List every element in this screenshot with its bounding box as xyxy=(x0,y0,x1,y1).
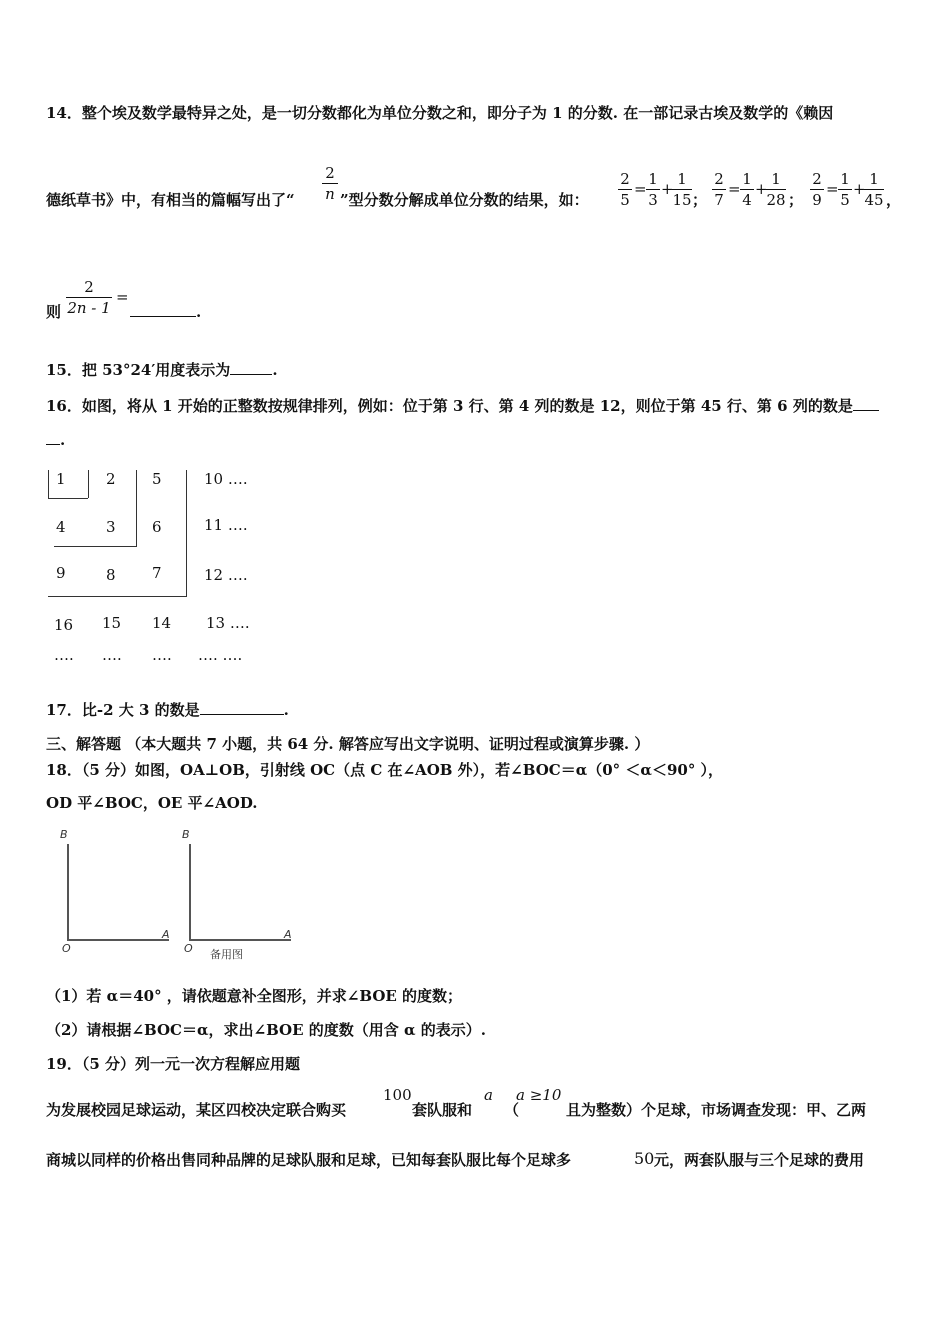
label-b: B xyxy=(182,828,190,841)
section-3-heading: 三、解答题 （本大题共 7 小题，共 64 分. 解答应写出文字说明、证明过程或演算步骤. ） xyxy=(46,735,650,753)
grid-r3-c1: 9 xyxy=(56,564,66,582)
q14-line2-b: ”型分数分解成单位分数的结果，如： xyxy=(340,191,589,209)
fraction-2-over-n: 2 n xyxy=(322,164,338,203)
number-50: 50 xyxy=(634,1149,655,1168)
ex3-frac-b: 1 5 xyxy=(838,170,852,209)
ex1-sep: ； xyxy=(692,191,708,209)
grid-r2-c3: 6 xyxy=(152,518,162,536)
q14-line3-then: 则 xyxy=(46,303,62,321)
ex1-frac-b: 1 3 xyxy=(646,170,660,209)
q18-part1: （1）若 α＝40° ，请依题意补全图形，并求∠BOE 的度数； xyxy=(46,987,463,1005)
fraction-2-over-2n-1: 2 2n - 1 xyxy=(67,278,111,317)
q14-line2-a: 德纸草书》中，有相当的篇幅写出了“ xyxy=(46,191,295,209)
q16: 16．如图，将从 1 开始的正整数按规律排列，例如：位于第 3 行、第 4 列的数是 12，则位于第 45 行、第 6 列的数是 xyxy=(46,396,879,416)
ex1-eq: = xyxy=(634,180,647,198)
ex3-frac-c: 1 45 xyxy=(864,170,884,209)
label-a: A xyxy=(162,928,170,941)
grid-r4-c3: 14 xyxy=(152,614,172,632)
q19-line2-a: 为发展校园足球运动，某区四校决定联合购买 xyxy=(46,1101,347,1119)
q14-final-eq: = xyxy=(116,288,129,306)
ex1-frac-c: 1 15 xyxy=(672,170,692,209)
grid-r4-c2: 15 xyxy=(102,614,122,632)
label-a: A xyxy=(284,928,292,941)
grid-r5-c3: …. xyxy=(152,646,172,664)
q19-line3-b: 元，两套队服与三个足球的费用 xyxy=(654,1151,865,1169)
ex2-plus: + xyxy=(755,180,768,198)
q18-backup-figure xyxy=(180,828,300,962)
grid-r5-c4: …. …. xyxy=(198,646,243,664)
grid-r2-c4: 11 …. xyxy=(204,516,248,534)
ex1-plus: + xyxy=(661,180,674,198)
grid-r3-c3: 7 xyxy=(152,564,162,582)
grid-r2-c2: 3 xyxy=(106,518,116,536)
q18-part2: （2）请根据∠BOC＝α，求出∠BOE 的度数（用含 α 的表示）. xyxy=(46,1021,486,1039)
label-o: O xyxy=(62,942,71,955)
number-100: 100 xyxy=(383,1086,412,1104)
grid-r5-c1: …. xyxy=(54,646,74,664)
q15: 15．把 53°24′用度表示为 . xyxy=(46,361,278,379)
q19-line2-b: 套队服和 xyxy=(412,1101,473,1119)
grid-r1-c3: 5 xyxy=(152,470,162,488)
q17: 17．比-2 大 3 的数是 . xyxy=(46,701,289,719)
backup-figure-caption: 备用图 xyxy=(210,948,243,961)
ex2-eq: = xyxy=(728,180,741,198)
grid-r4-c4: 13 …. xyxy=(206,614,250,632)
grid-r1-c1: 1 xyxy=(56,470,66,488)
ex1-frac-a: 2 5 xyxy=(618,170,632,209)
q18-line1: 18．（5 分）如图，OA⊥OB，引射线 OC（点 C 在∠AOB 外），若∠BOC＝α（0° ＜α＜90° ）， xyxy=(46,761,724,779)
ex2-sep: ； xyxy=(788,191,804,209)
label-o: O xyxy=(184,942,193,955)
q18-line2: OD 平∠BOC，OE 平∠AOD. xyxy=(46,794,258,812)
ex2-frac-a: 2 7 xyxy=(712,170,726,209)
label-b: B xyxy=(60,828,68,841)
ex3-frac-a: 2 9 xyxy=(810,170,824,209)
condition-a-ge-10: a ≥10 xyxy=(516,1086,562,1104)
ex3-sep: ， xyxy=(886,191,902,209)
ex2-frac-b: 1 4 xyxy=(740,170,754,209)
q19-line2-c: 且为整数）个足球，市场调查发现：甲、乙两 xyxy=(566,1101,867,1119)
q18-figure xyxy=(58,828,168,958)
q19-line1: 19．（5 分）列一元一次方程解应用题 xyxy=(46,1055,301,1073)
q14-line1: 14．整个埃及数学最特异之处，是一切分数都化为单位分数之和，即分子为 1 的分数. 在一部记录古埃及数学的《赖因 xyxy=(46,104,834,122)
paren-open: （ xyxy=(504,1101,520,1119)
grid-r5-c2: …. xyxy=(102,646,122,664)
q16-tail: . xyxy=(46,430,65,450)
ex3-plus: + xyxy=(853,180,866,198)
grid-r3-c4: 12 …. xyxy=(204,566,248,584)
q14-answer-blank: . xyxy=(130,302,201,322)
grid-r1-c4: 10 …. xyxy=(204,470,248,488)
grid-r4-c1: 16 xyxy=(54,616,74,634)
var-a: a xyxy=(484,1086,493,1104)
grid-r2-c1: 4 xyxy=(56,518,66,536)
grid-r1-c2: 2 xyxy=(106,470,116,488)
grid-r3-c2: 8 xyxy=(106,566,116,584)
ex3-eq: = xyxy=(826,180,839,198)
number-spiral-figure xyxy=(44,462,284,672)
ex2-frac-c: 1 28 xyxy=(766,170,786,209)
q19-line3-a: 商城以同样的价格出售同种品牌的足球队服和足球，已知每套队服比每个足球多 xyxy=(46,1151,572,1169)
